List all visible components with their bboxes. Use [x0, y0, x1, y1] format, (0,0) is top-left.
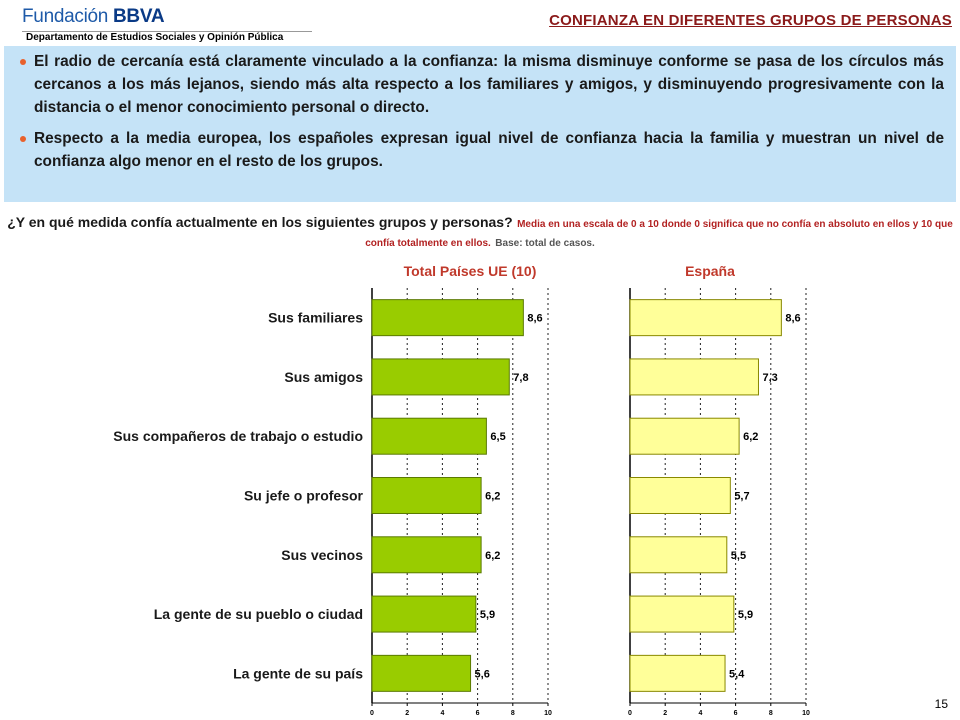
x-tick-label: 2: [663, 710, 668, 717]
data-label: 5,9: [479, 609, 496, 622]
page-number: 15: [934, 697, 948, 711]
data-label: 8,6: [785, 312, 801, 325]
page-title: CONFIANZA EN DIFERENTES GRUPOS DE PERSONAS: [549, 12, 952, 29]
department-label: Departamento de Estudios Sociales y Opinión Pública: [26, 32, 284, 43]
bar: [372, 418, 486, 454]
x-tick-label: 4: [698, 710, 703, 717]
category-label: Sus vecinos: [281, 546, 363, 563]
data-label: 5,7: [734, 490, 750, 503]
x-tick-label: 6: [733, 710, 738, 717]
category-label: La gente de su pueblo o ciudad: [153, 606, 363, 623]
bar: [372, 655, 471, 691]
bar: [630, 478, 730, 514]
category-label: Su jefe o profesor: [243, 487, 363, 504]
bar: [372, 596, 476, 632]
data-label: 6,2: [485, 490, 501, 503]
panel-title: España: [685, 263, 735, 279]
question-scale-note: Media en una escala de 0 a 10 donde 0 significa que no confía en absoluto en ellos y 10 que confía totalmente en ellos.: [365, 219, 953, 249]
bar: [372, 359, 509, 395]
data-label: 5,6: [474, 668, 490, 681]
bar: [630, 596, 734, 632]
data-label: 5,5: [730, 549, 747, 562]
bar: [630, 655, 725, 691]
x-tick-label: 8: [510, 710, 515, 717]
category-label: Sus compañeros de trabajo o estudio: [113, 428, 363, 445]
summary-bullet-text: Respecto a la media europea, los españoles expresan igual nivel de confianza hacia la familia y muestran un nivel de confianza algo menor en el resto de los grupos.: [34, 130, 944, 170]
question-base: Base: total de casos.: [495, 238, 595, 249]
logo-text: Fundación: [22, 6, 109, 27]
x-tick-label: 0: [628, 710, 632, 717]
category-label: Sus amigos: [284, 368, 363, 385]
question-text: ¿Y en qué medida confía actualmente en los siguientes grupos y personas?: [7, 214, 513, 230]
logo-brand: BBVA: [113, 6, 165, 27]
data-label: 7,3: [762, 371, 778, 384]
data-label: 7,8: [513, 371, 529, 384]
data-label: 6,2: [743, 431, 759, 444]
bar: [630, 359, 758, 395]
x-tick-label: 2: [405, 710, 410, 717]
x-tick-label: 0: [370, 710, 374, 717]
bar: [372, 478, 481, 514]
data-label: 8,6: [527, 312, 543, 325]
panel-title: Total Países UE (10): [403, 263, 537, 279]
x-tick-label: 6: [475, 710, 480, 717]
bar: [372, 300, 523, 336]
category-label: Sus familiares: [268, 309, 363, 326]
x-tick-label: 4: [440, 710, 445, 717]
x-tick-label: 10: [802, 710, 810, 717]
data-label: 5,9: [737, 609, 754, 622]
bar: [630, 537, 727, 573]
category-label: La gente de su país: [233, 665, 363, 682]
bar: [372, 537, 481, 573]
data-label: 6,5: [490, 431, 506, 444]
bar: [630, 418, 739, 454]
data-label: 5,4: [729, 668, 745, 681]
x-tick-label: 10: [544, 710, 552, 717]
x-tick-label: 8: [768, 710, 773, 717]
data-label: 6,2: [485, 549, 501, 562]
bar: [630, 300, 781, 336]
summary-bullet-text: El radio de cercanía está claramente vinculado a la confianza: la misma disminuye conforme se pasa de los círculos más cercanos a los más lejanos, siendo más alta respecto a los familiares y amigos, y disminuyendo progresivamente con la distancia o el menor conocimiento personal o directo.: [34, 53, 944, 116]
